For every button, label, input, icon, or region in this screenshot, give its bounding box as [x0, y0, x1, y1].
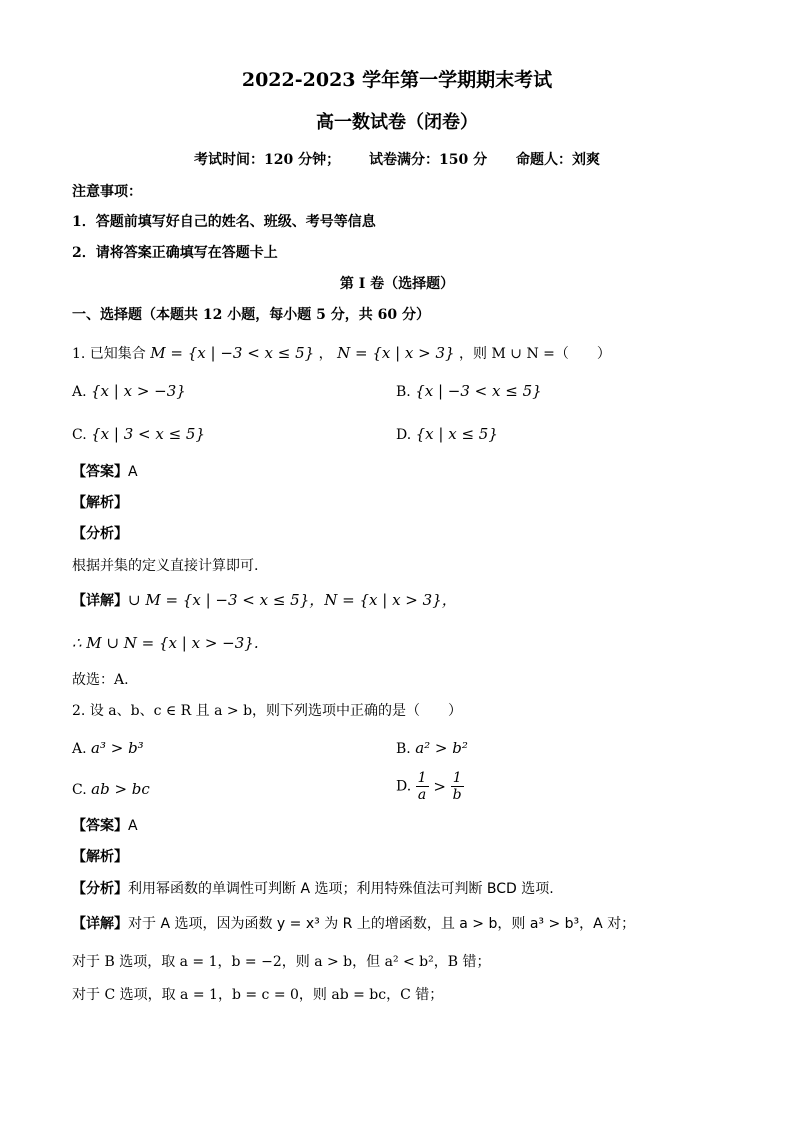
q2-option-d-label: D.: [396, 778, 412, 795]
volume-title: 第 I 卷（选择题）: [339, 276, 455, 292]
q1-comma: ，: [318, 346, 333, 362]
q2-jiexi-tag: 【解析】: [72, 849, 128, 865]
q1-set-n: N = {x | x > 3}: [337, 344, 455, 362]
q2-answer: [72, 816, 138, 836]
notes-item-1: 1．答题前填写好自己的姓名、班级、考号等信息: [72, 214, 376, 230]
section-title: 一、选择题（本题共 12 小题，每小题 5 分，共 60 分）: [72, 307, 430, 323]
q1-therefore: ∴ M ∪ N = {x | x > −3}.: [72, 634, 259, 652]
q2-option-d-frac-1: [416, 770, 429, 803]
q1-option-c-text: {x | 3 < x ≤ 5}: [91, 425, 206, 443]
q1-option-c-label: C.: [72, 427, 87, 443]
q1-jiexi-tag: 【解析】: [72, 495, 128, 511]
q1-fenxi-tag: 【分析】: [72, 526, 128, 542]
q1-answer: [72, 462, 138, 482]
exam-info: [0, 150, 794, 170]
q1-detail-text: ∪ M = {x | −3 < x ≤ 5}，N = {x | x > 3}，: [128, 591, 457, 609]
q2-option-d-frac-2: [451, 770, 464, 803]
q1-detail: [72, 590, 457, 611]
author: 命题人：刘爽: [515, 152, 600, 168]
q1-stem-prefix: 1. 已知集合: [72, 346, 146, 362]
q1-answer-tag: 【答案】: [72, 464, 128, 480]
q1-option-b-label: B.: [396, 384, 411, 400]
q1-option-b: [396, 381, 542, 402]
q1-option-a-text: {x | x > −3}: [91, 382, 186, 400]
q2-line-b: 对于 B 选项，取 a = 1，b = −2，则 a > b，但 a² < b²，B 错；: [72, 954, 491, 970]
notes-heading: 注意事项：: [72, 184, 142, 200]
q1-option-c: [72, 424, 205, 445]
q2-detail-tag: 【详解】: [72, 916, 128, 932]
q1-answer-value: A: [128, 464, 138, 480]
q2-detail: [72, 914, 635, 934]
q2-line-c: 对于 C 选项，取 a = 1，b = c = 0，则 ab = bc，C 错；: [72, 987, 444, 1003]
q2-option-a-label: A.: [72, 741, 87, 757]
q2-option-d-den-1: a: [417, 787, 427, 803]
exam-time: 考试时间：120 分钟；: [194, 152, 341, 168]
q2-option-d-op: >: [428, 777, 451, 796]
q2-option-d-den-2: b: [452, 787, 462, 803]
q1-fenxi: [72, 524, 128, 544]
q2-fenxi: [72, 879, 554, 899]
q2-option-a: [72, 738, 144, 759]
q1-stem: [72, 343, 611, 364]
q2-option-b: [396, 738, 468, 759]
q2-option-a-text: a³ > b³: [91, 739, 144, 757]
q2-option-d-num-2: 1: [452, 770, 462, 786]
q2-detail-text: 对于 A 选项，因为函数 y = x³ 为 R 上的增函数，且 a > b，则 a³ > b³，A 对；: [128, 916, 636, 932]
q1-option-d-label: D.: [396, 427, 412, 443]
q2-fenxi-text: 利用幂函数的单调性可判断 A 选项；利用特殊值法可判断 BCD 选项.: [128, 881, 554, 897]
q2-answer-tag: 【答案】: [72, 818, 128, 834]
q2-option-c: [72, 779, 150, 800]
q2-answer-value: A: [128, 818, 138, 834]
q2-option-d-num-1: 1: [417, 770, 427, 786]
q2-option-b-text: a² > b²: [415, 739, 468, 757]
exam-title: 2022-2023 学年第一学期期末考试: [241, 69, 553, 91]
q1-option-d: [396, 424, 498, 445]
q1-set-m: M = {x | −3 < x ≤ 5}: [150, 344, 315, 362]
q1-stem-suffix: ，则 M ∪ N =（ ）: [459, 346, 611, 362]
full-score: 试卷满分：150 分: [369, 152, 488, 168]
q1-option-b-text: {x | −3 < x ≤ 5}: [415, 382, 542, 400]
q1-jiexi: [72, 493, 128, 513]
q2-option-b-label: B.: [396, 741, 411, 757]
q1-detail-tag: 【详解】: [72, 593, 128, 609]
q2-option-c-label: C.: [72, 782, 87, 798]
q2-fenxi-tag: 【分析】: [72, 881, 128, 897]
q2-option-d: [396, 770, 464, 803]
q2-stem: 2. 设 a、b、c ∈ R 且 a > b，则下列选项中正确的是（ ）: [72, 703, 463, 719]
q2-jiexi: [72, 847, 128, 867]
q2-option-c-text: ab > bc: [91, 780, 150, 798]
q1-conclusion: 故选：A.: [72, 672, 129, 688]
q1-option-d-text: {x | x ≤ 5}: [415, 425, 498, 443]
exam-subtitle: 高一数试卷（闭卷）: [316, 112, 478, 133]
notes-item-2: 2．请将答案正确填写在答题卡上: [72, 245, 278, 261]
q1-option-a: [72, 381, 186, 402]
q1-fenxi-text: 根据并集的定义直接计算即可.: [72, 558, 259, 574]
q1-option-a-label: A.: [72, 384, 87, 400]
